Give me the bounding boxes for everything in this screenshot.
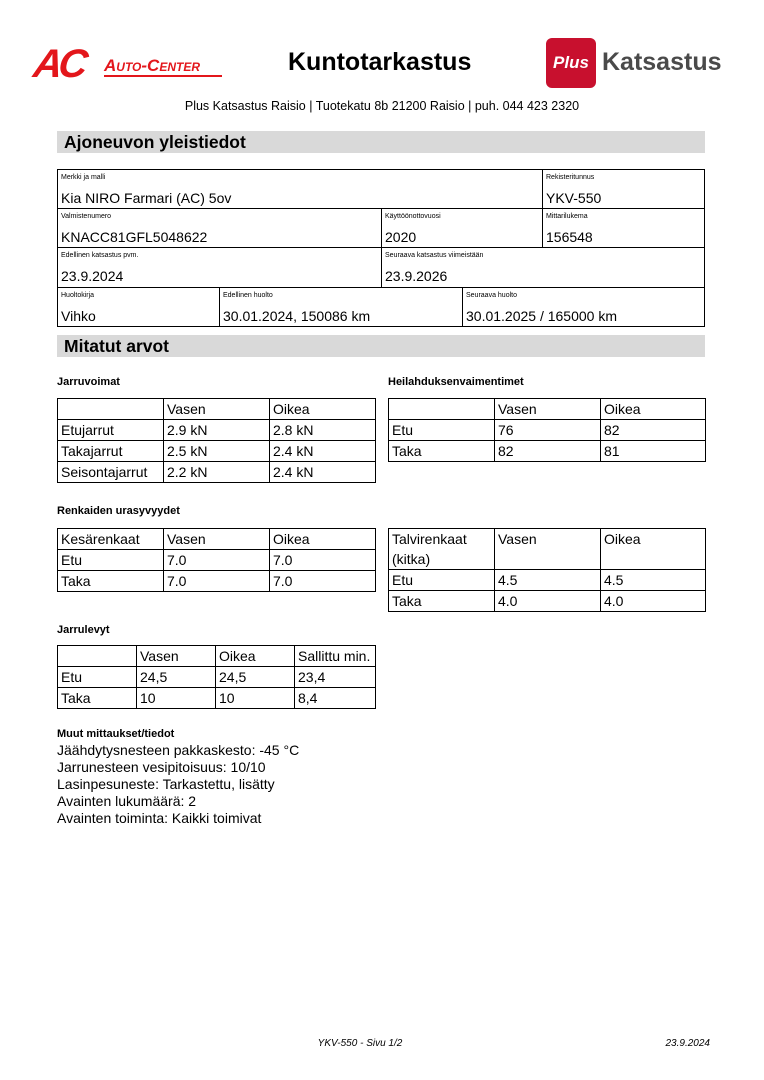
- table-cell: 76: [495, 420, 601, 441]
- table-header-row: [389, 529, 706, 570]
- table-cell: Etu: [58, 550, 164, 571]
- ac-logo-mark: AC: [30, 42, 87, 86]
- table-header-row: [58, 529, 376, 550]
- table-cell: 24,5: [216, 667, 295, 688]
- station-contact-line: Plus Katsastus Raisio | Tuotekatu 8b 21200 Raisio | puh. 044 423 2320: [184, 99, 580, 113]
- shock-absorbers-label: Heilahduksenvaimentimet: [388, 376, 524, 388]
- auto-center-logo: [30, 42, 224, 88]
- winter-tires-subtitle: (kitka): [392, 551, 431, 567]
- table-cell: 4.0: [495, 591, 601, 612]
- last-service-cell: [219, 287, 463, 327]
- brake-force-table: [57, 398, 376, 483]
- field-label: Edellinen huolto: [223, 292, 273, 299]
- table-cell: Seisontajarrut: [58, 462, 164, 483]
- table-cell: 4.5: [601, 570, 706, 591]
- page-title: Kuntotarkastus: [288, 48, 472, 76]
- page-footer-date: 23.9.2024: [665, 1038, 710, 1049]
- table-header: Kesärenkaat: [58, 529, 164, 550]
- winter-tires-title: Talvirenkaat: [392, 531, 467, 547]
- table-row: [389, 570, 706, 591]
- table-cell: 82: [495, 441, 601, 462]
- table-row: [58, 420, 376, 441]
- table-cell: 81: [601, 441, 706, 462]
- table-cell: Takajarrut: [58, 441, 164, 462]
- table-cell: Taka: [58, 688, 137, 709]
- field-value: 156548: [546, 229, 593, 245]
- table-header: [58, 399, 164, 420]
- table-header: [58, 646, 137, 667]
- table-cell: 7.0: [270, 550, 376, 571]
- table-row: [389, 441, 706, 462]
- table-header: [389, 399, 495, 420]
- next-service-cell: [462, 287, 705, 327]
- table-cell: Etu: [58, 667, 137, 688]
- table-row: [58, 550, 376, 571]
- table-header: Vasen: [495, 399, 601, 420]
- vehicle-info-grid: [57, 169, 705, 327]
- summer-tires-table: [57, 528, 376, 592]
- table-cell: Taka: [58, 571, 164, 592]
- page-footer-number: YKV-550 - Sivu 1/2: [317, 1038, 403, 1049]
- tire-tread-label: Renkaiden urasyvyydet: [57, 505, 180, 517]
- table-cell: 2.9 kN: [164, 420, 270, 441]
- table-header-row: [389, 399, 706, 420]
- table-cell: 82: [601, 420, 706, 441]
- table-row: [58, 571, 376, 592]
- field-value: Kia NIRO Farmari (AC) 5ov: [61, 190, 232, 206]
- list-item: Avainten toiminta: Kaikki toimivat: [57, 810, 262, 826]
- table-header: Oikea: [601, 529, 706, 570]
- section-header-measurements: [57, 335, 705, 357]
- table-header: Vasen: [137, 646, 216, 667]
- section-title: Ajoneuvon yleistiedot: [64, 132, 246, 152]
- table-header: Oikea: [270, 399, 376, 420]
- field-value: Vihko: [61, 308, 96, 324]
- table-cell: 7.0: [164, 571, 270, 592]
- field-label: Käyttöönottovuosi: [385, 213, 441, 220]
- brake-discs-label: Jarrulevyt: [57, 624, 110, 636]
- table-cell: Etu: [389, 420, 495, 441]
- table-cell: 10: [137, 688, 216, 709]
- list-item: Lasinpesuneste: Tarkastettu, lisätty: [57, 776, 275, 792]
- table-row: [58, 688, 376, 709]
- plus-logo-badge: Plus: [546, 38, 596, 88]
- odometer-cell: [542, 208, 705, 248]
- table-header: [389, 529, 495, 570]
- table-cell: Taka: [389, 591, 495, 612]
- table-row: [389, 420, 706, 441]
- table-cell: 23,4: [295, 667, 376, 688]
- field-value: 23.9.2024: [61, 268, 124, 284]
- registration-cell: [542, 169, 705, 209]
- table-header: Oikea: [601, 399, 706, 420]
- field-label: Valmistenumero: [61, 213, 112, 220]
- section-header-vehicle: [57, 131, 705, 153]
- table-cell: 4.0: [601, 591, 706, 612]
- table-cell: 2.4 kN: [270, 441, 376, 462]
- table-cell: Etujarrut: [58, 420, 164, 441]
- other-measurements: [57, 728, 299, 827]
- first-use-cell: [381, 208, 543, 248]
- table-header: Vasen: [495, 529, 601, 570]
- winter-tires-table: [388, 528, 706, 612]
- list-item: Jäähdytysnesteen pakkaskesto: -45 °C: [57, 742, 300, 758]
- next-inspection-cell: [381, 247, 705, 288]
- plus-katsastus-logo: [546, 38, 728, 90]
- brake-discs-table: [57, 645, 376, 709]
- table-cell: Etu: [389, 570, 495, 591]
- table-row: [58, 667, 376, 688]
- ac-logo-text: Auto-Center: [104, 56, 200, 75]
- table-cell: 8,4: [295, 688, 376, 709]
- field-label: Seuraava katsastus viimeistään: [385, 252, 484, 259]
- table-header: Oikea: [216, 646, 295, 667]
- table-header: Sallittu min.: [295, 646, 376, 667]
- other-measurements-heading: Muut mittaukset/tiedot: [57, 728, 175, 740]
- table-cell: 2.2 kN: [164, 462, 270, 483]
- list-item: Jarrunesteen vesipitoisuus: 10/10: [57, 759, 266, 775]
- field-value: YKV-550: [546, 190, 602, 206]
- field-label: Rekisteritunnus: [546, 174, 595, 181]
- table-row: [58, 462, 376, 483]
- table-cell: 10: [216, 688, 295, 709]
- table-header: Vasen: [164, 399, 270, 420]
- field-label: Edellinen katsastus pvm.: [61, 252, 139, 259]
- table-cell: 7.0: [270, 571, 376, 592]
- vin-cell: [57, 208, 382, 248]
- table-cell: Taka: [389, 441, 495, 462]
- make-model-cell: [57, 169, 543, 209]
- table-cell: 2.8 kN: [270, 420, 376, 441]
- field-value: 30.01.2025 / 165000 km: [466, 308, 618, 324]
- field-label: Mittarilukema: [546, 213, 588, 220]
- table-header-row: [58, 399, 376, 420]
- service-book-cell: [57, 287, 220, 327]
- field-value: 2020: [385, 229, 417, 245]
- table-row: [58, 441, 376, 462]
- last-inspection-cell: [57, 247, 382, 288]
- list-item: Avainten lukumäärä: 2: [57, 793, 197, 809]
- field-value: KNACC81GFL5048622: [61, 229, 208, 245]
- field-value: 23.9.2026: [385, 268, 448, 284]
- table-cell: 2.5 kN: [164, 441, 270, 462]
- table-cell: 24,5: [137, 667, 216, 688]
- plus-logo-text: Katsastus: [602, 48, 722, 76]
- table-header: Oikea: [270, 529, 376, 550]
- section-title: Mitatut arvot: [64, 336, 169, 356]
- table-cell: 2.4 kN: [270, 462, 376, 483]
- ac-logo-underline: [104, 75, 222, 77]
- field-label: Huoltokirja: [61, 292, 95, 299]
- table-header-row: [58, 646, 376, 667]
- table-cell: 4.5: [495, 570, 601, 591]
- table-cell: 7.0: [164, 550, 270, 571]
- table-row: [389, 591, 706, 612]
- brake-force-label: Jarruvoimat: [57, 376, 120, 388]
- field-label: Seuraava huolto: [466, 292, 517, 299]
- field-value: 30.01.2024, 150086 km: [223, 308, 371, 324]
- table-header: Vasen: [164, 529, 270, 550]
- field-label: Merkki ja malli: [61, 174, 106, 181]
- shock-absorbers-table: [388, 398, 706, 462]
